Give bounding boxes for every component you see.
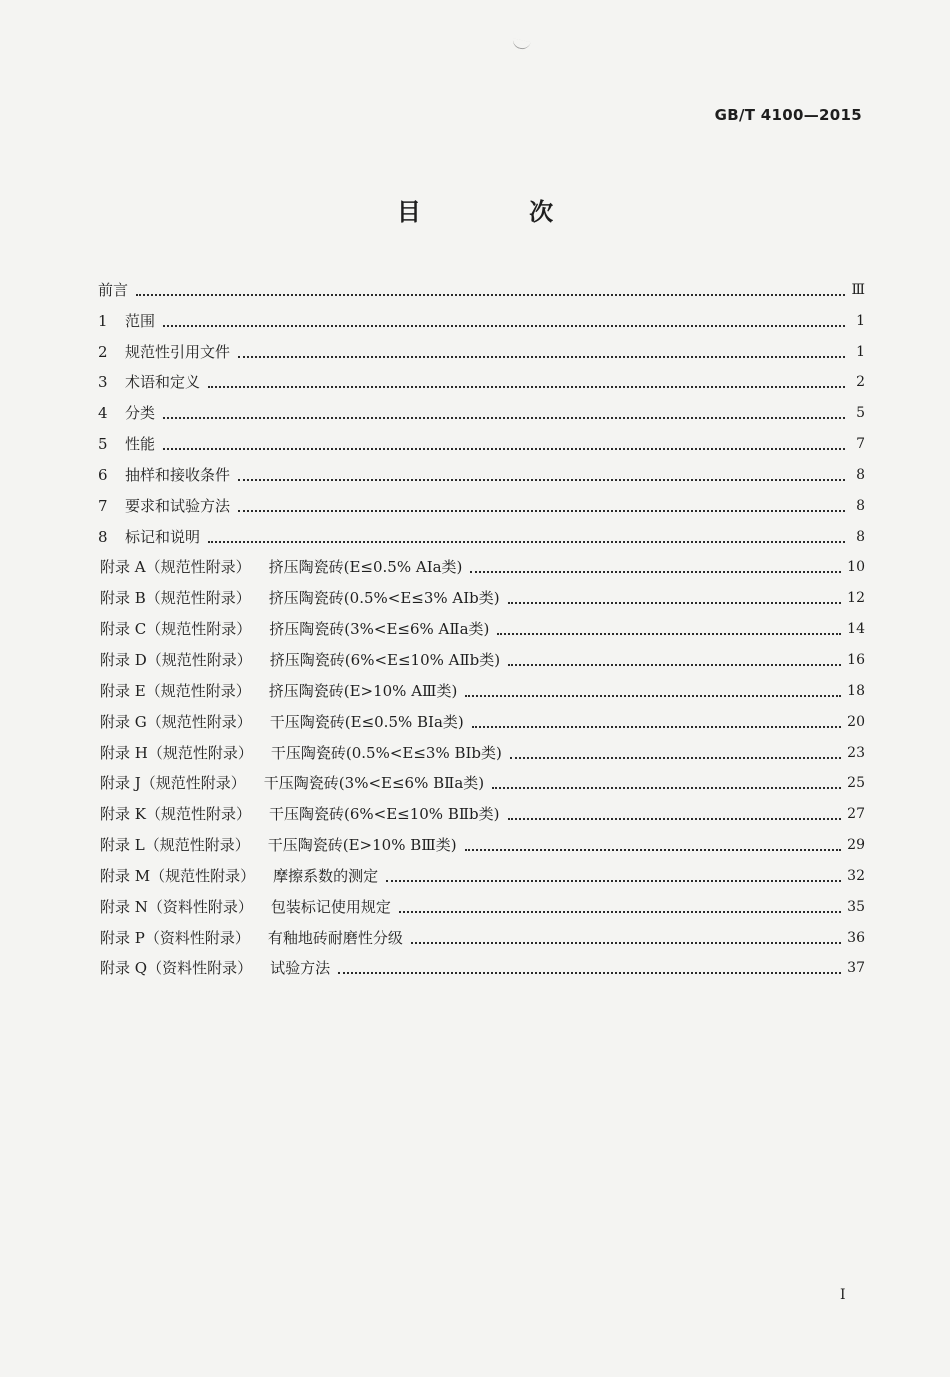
toc-entry-label: 规范性引用文件 — [125, 342, 231, 361]
toc-entry-description: 挤压陶瓷砖(3%<E≤6% AⅡa类) — [269, 620, 490, 639]
toc-entry-number: 6 — [98, 465, 108, 484]
toc-entry-description: 挤压陶瓷砖(E≤0.5% AⅠa类) — [268, 558, 463, 577]
toc-entry-page: 23 — [847, 744, 865, 761]
toc-entry[interactable] — [98, 552, 865, 583]
toc-entry-number: 3 — [98, 373, 108, 392]
toc-entry-page: 10 — [847, 559, 865, 576]
toc-entry-page: 14 — [847, 621, 865, 638]
toc-entry-page: Ⅲ — [851, 281, 865, 298]
toc-entry-description: 干压陶瓷砖(3%<E≤6% BⅡa类) — [263, 774, 485, 793]
toc-entry-label: 性能 — [125, 435, 156, 454]
toc-entry-number: 1 — [98, 311, 108, 330]
toc-entry[interactable] — [98, 737, 865, 768]
toc-entry-page: 2 — [856, 374, 865, 391]
toc-entry-page: 7 — [856, 436, 865, 453]
toc-entry-label: 附录 D（规范性附录） — [100, 650, 252, 669]
toc-entry-label: 附录 N（资料性附录） — [100, 897, 253, 916]
toc-entry-label: 范围 — [125, 311, 156, 330]
dot-leader — [208, 541, 845, 543]
dot-leader — [465, 849, 842, 851]
toc-entry[interactable] — [98, 860, 865, 891]
dot-leader — [136, 294, 845, 296]
toc-entry-label: 附录 K（规范性附录） — [100, 805, 251, 824]
toc-entry-label: 附录 G（规范性附录） — [100, 712, 252, 731]
dot-leader — [497, 633, 841, 635]
toc-entry-description: 试验方法 — [270, 959, 331, 978]
dot-leader — [238, 510, 845, 512]
toc-entry-label: 附录 Q（资料性附录） — [100, 959, 253, 978]
toc-entry[interactable] — [98, 613, 865, 644]
toc-entry-number: 2 — [98, 342, 108, 361]
dot-leader — [472, 726, 841, 728]
toc-entry-page: 8 — [856, 466, 865, 483]
toc-entry[interactable] — [98, 274, 865, 305]
dot-leader — [238, 479, 845, 481]
toc-entry-description: 挤压陶瓷砖(6%<E≤10% AⅡb类) — [269, 650, 501, 669]
toc-entry-description: 有釉地砖耐磨性分级 — [267, 928, 403, 947]
toc-entry[interactable] — [98, 768, 865, 799]
page-title: 目 次 — [396, 198, 604, 226]
toc-entry-description: 摩擦系数的测定 — [273, 866, 379, 885]
toc-entry-description: 干压陶瓷砖(0.5%<E≤3% BⅠb类) — [270, 743, 502, 762]
toc-entry-label: 附录 E（规范性附录） — [100, 681, 251, 700]
toc-entry-page: 35 — [847, 898, 865, 915]
dot-leader — [492, 787, 841, 789]
dot-leader — [470, 571, 841, 573]
toc-entry-page: 20 — [847, 713, 865, 730]
toc-entry-page: 8 — [856, 497, 865, 514]
toc-entry-page: 29 — [847, 837, 865, 854]
toc-entry[interactable] — [98, 428, 865, 459]
toc-entry-label: 前言 — [98, 280, 129, 299]
toc-entry-label: 附录 A（规范性附录） — [100, 558, 251, 577]
toc-entry-description: 挤压陶瓷砖(E>10% AⅢ类) — [268, 681, 458, 700]
toc-entry-label: 术语和定义 — [125, 373, 201, 392]
toc-entry[interactable] — [98, 490, 865, 521]
table-of-contents — [98, 274, 865, 983]
dot-leader — [238, 356, 845, 358]
toc-entry-label: 附录 C（规范性附录） — [100, 620, 252, 639]
toc-entry-page: 18 — [847, 682, 865, 699]
toc-entry[interactable] — [98, 953, 865, 984]
toc-entry[interactable] — [98, 829, 865, 860]
toc-entry-label: 附录 B（规范性附录） — [100, 589, 251, 608]
toc-entry-label: 附录 L（规范性附录） — [100, 836, 250, 855]
toc-entry-label: 要求和试验方法 — [125, 496, 231, 515]
dot-leader — [399, 911, 841, 913]
dot-leader — [411, 942, 841, 944]
toc-entry-page: 32 — [847, 867, 865, 884]
toc-entry-page: 36 — [847, 929, 865, 946]
standard-number: GB/T 4100—2015 — [714, 106, 862, 124]
toc-entry[interactable] — [98, 305, 865, 336]
toc-entry[interactable] — [98, 706, 865, 737]
toc-entry-page: 16 — [847, 651, 865, 668]
dot-leader — [338, 972, 841, 974]
toc-entry[interactable] — [98, 521, 865, 552]
dot-leader — [510, 757, 841, 759]
toc-entry-description: 干压陶瓷砖(6%<E≤10% BⅡb类) — [268, 805, 500, 824]
toc-entry-description: 干压陶瓷砖(E≤0.5% BⅠa类) — [269, 712, 464, 731]
toc-entry-label: 附录 J（规范性附录） — [100, 774, 246, 793]
toc-entry-label: 分类 — [125, 404, 156, 423]
toc-entry-label: 附录 H（规范性附录） — [100, 743, 253, 762]
toc-entry-label: 附录 P（资料性附录） — [100, 928, 250, 947]
toc-entry-number: 7 — [98, 496, 108, 515]
dot-leader — [508, 664, 841, 666]
dot-leader — [508, 602, 842, 604]
dot-leader — [508, 818, 842, 820]
dot-leader — [208, 386, 845, 388]
toc-entry[interactable] — [98, 922, 865, 953]
toc-entry-page: 12 — [847, 590, 865, 607]
toc-entry-number: 4 — [98, 404, 108, 423]
toc-entry-description: 挤压陶瓷砖(0.5%<E≤3% AⅠb类) — [268, 589, 500, 608]
toc-entry[interactable] — [98, 582, 865, 613]
toc-entry[interactable] — [98, 675, 865, 706]
toc-entry-description: 包装标记使用规定 — [270, 897, 391, 916]
toc-entry-page: 8 — [856, 528, 865, 545]
toc-entry[interactable] — [98, 644, 865, 675]
toc-entry-page: 5 — [856, 405, 865, 422]
toc-entry-page: 1 — [856, 343, 865, 360]
scan-mark — [511, 38, 530, 51]
toc-entry-number: 8 — [98, 527, 108, 546]
dot-leader — [386, 880, 841, 882]
toc-entry[interactable] — [98, 459, 865, 490]
dot-leader — [163, 325, 845, 327]
page-number: I — [840, 1287, 846, 1303]
toc-entry-page: 1 — [856, 312, 865, 329]
dot-leader — [163, 448, 845, 450]
dot-leader — [465, 695, 841, 697]
toc-entry[interactable] — [98, 367, 865, 398]
toc-entry-number: 5 — [98, 435, 108, 454]
toc-entry-label: 标记和说明 — [125, 527, 201, 546]
toc-entry[interactable] — [98, 891, 865, 922]
toc-entry[interactable] — [98, 336, 865, 367]
toc-entry-page: 25 — [847, 775, 865, 792]
toc-entry-page: 27 — [847, 806, 865, 823]
toc-entry-label: 抽样和接收条件 — [125, 465, 231, 484]
dot-leader — [163, 417, 845, 419]
toc-entry-label: 附录 M（规范性附录） — [100, 866, 256, 885]
toc-entry-page: 37 — [847, 960, 865, 977]
toc-entry[interactable] — [98, 798, 865, 829]
toc-entry-description: 干压陶瓷砖(E>10% BⅢ类) — [267, 836, 457, 855]
toc-entry[interactable] — [98, 397, 865, 428]
